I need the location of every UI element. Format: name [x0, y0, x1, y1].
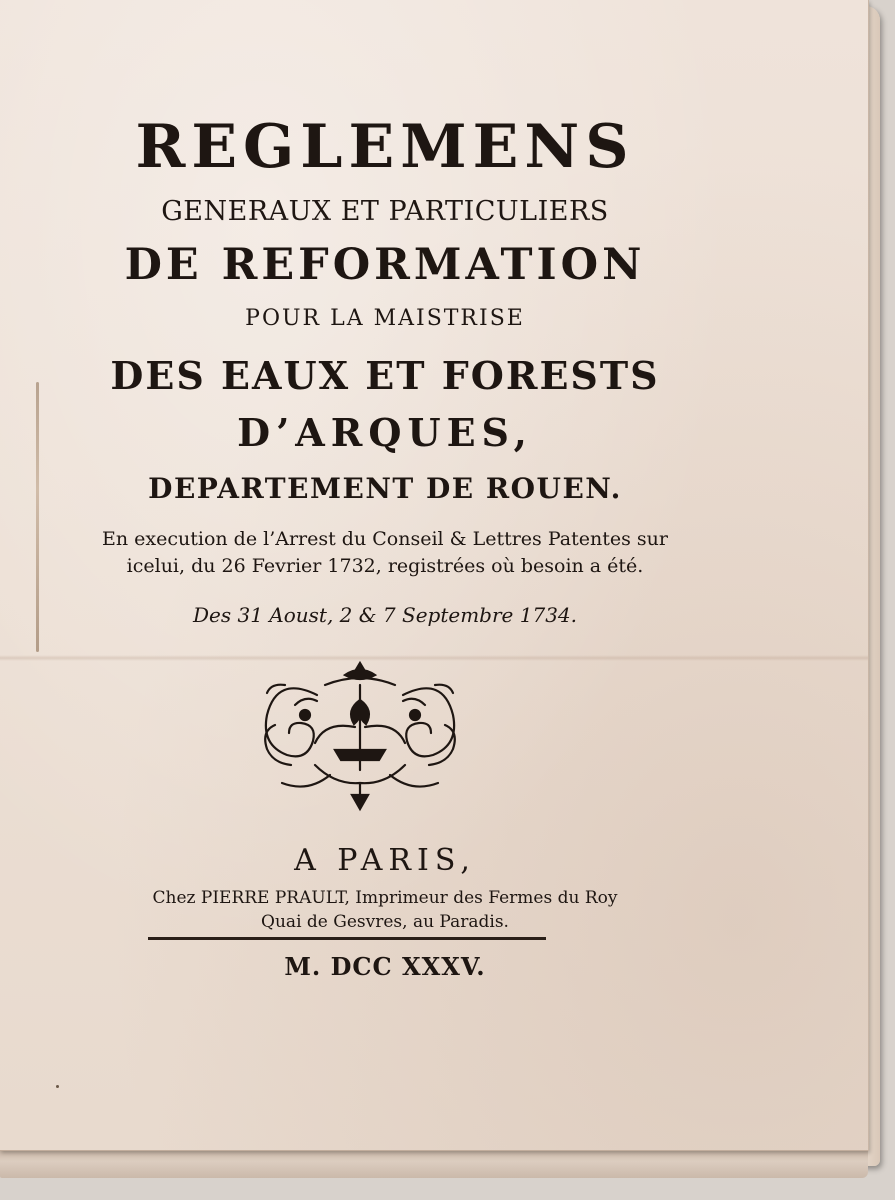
subtitle-line-4: DES EAUX ET FORESTS: [110, 353, 660, 398]
dates-line: Des 31 Aoust, 2 & 7 Septembre 1734.: [193, 603, 577, 627]
document-title: REGLEMENS: [135, 112, 635, 182]
department-line: DEPARTEMENT DE ROUEN.: [148, 472, 622, 505]
fleuron-ornament-icon: [255, 655, 465, 815]
subtitle-line-2: DE REFORMATION: [124, 240, 646, 290]
address-line: Quai de Gesvres, au Paradis.: [261, 912, 509, 932]
execution-line-1: En execution de l’Arrest du Conseil & Lettres Patentes sur: [102, 528, 668, 550]
subtitle-line-3: POUR LA MAISTRISE: [245, 306, 525, 331]
horizontal-rule: [148, 937, 546, 940]
execution-line-2: icelui, du 26 Fevrier 1732, registrées où besoin a été.: [126, 555, 644, 577]
place-of-publication: A PARIS,: [294, 843, 476, 878]
printer-line: Chez PIERRE PRAULT, Imprimeur des Fermes du Roy: [152, 888, 618, 908]
binding-stitch: [36, 382, 39, 652]
paper-spot: [56, 1085, 59, 1088]
publication-year: M. DCC XXXV.: [284, 952, 486, 981]
page-bottom-edge: [0, 1150, 868, 1178]
subtitle-line-5: D’ARQUES,: [237, 410, 533, 455]
subtitle-line-1: GENERAUX ET PARTICULIERS: [161, 196, 609, 227]
